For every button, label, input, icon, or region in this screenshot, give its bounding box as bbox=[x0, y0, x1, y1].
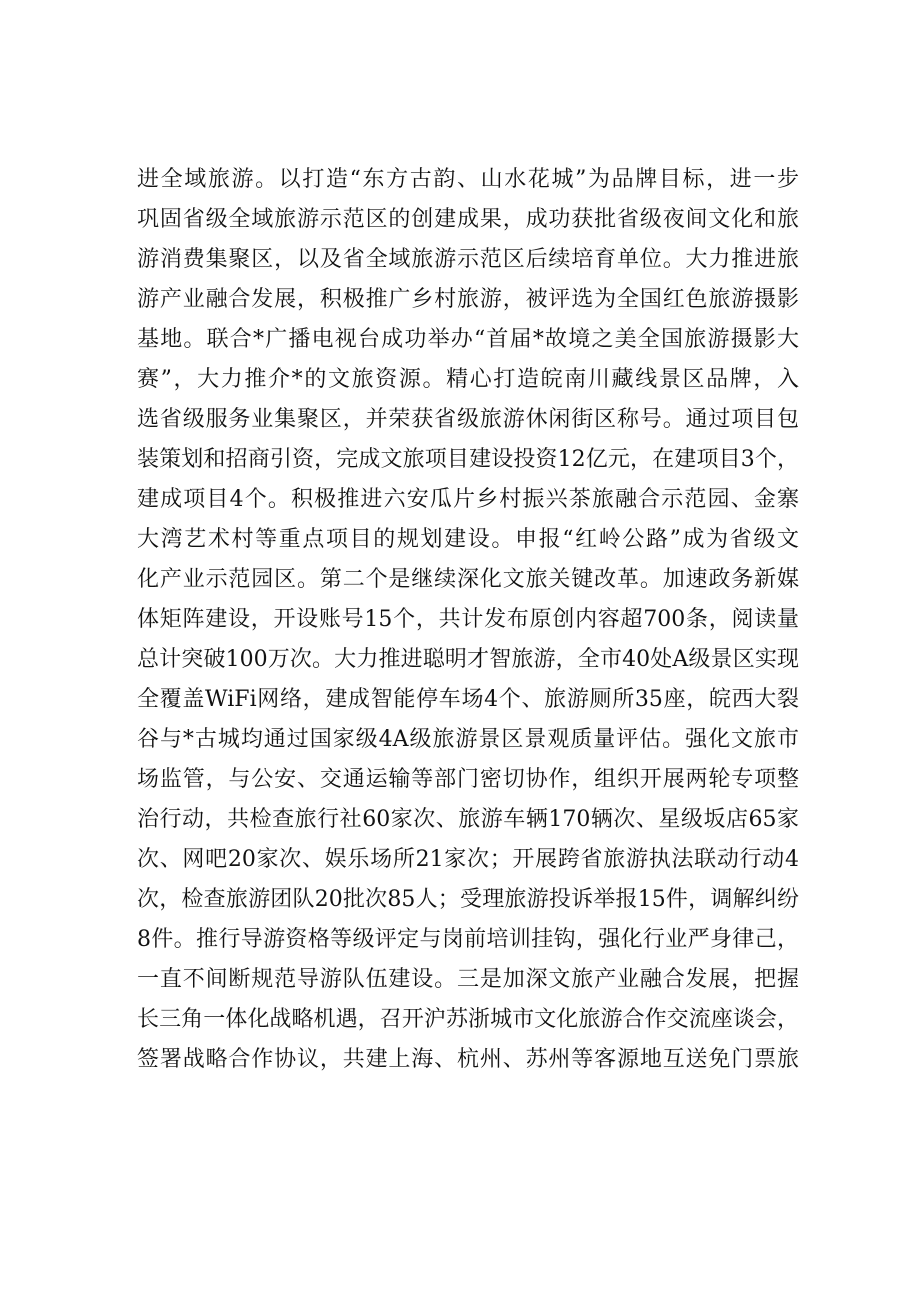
text-line: 次，检查旅游团队20批次85人；受理旅游投诉举报15件，调解纠纷 bbox=[137, 887, 799, 912]
text-line: 大湾艺术村等重点项目的规划建设。申报“红岭公路”成为省级文 bbox=[137, 527, 799, 552]
text-line: 治行动，共检查旅行社60家次、旅游车辆170辆次、星级坂店65家 bbox=[137, 807, 799, 832]
text-line: 游产业融合发展，积极推广乡村旅游，被评选为全国红色旅游摄影 bbox=[137, 287, 799, 312]
text-line: 签署战略合作协议，共建上海、杭州、苏州等客源地互送免门票旅 bbox=[137, 1047, 799, 1072]
text-line: 总计突破100万次。大力推进聪明才智旅游，全市40处A级景区实现 bbox=[137, 647, 799, 672]
text-line: 化产业示范园区。第二个是继续深化文旅关键改革。加速政务新媒 bbox=[137, 567, 799, 592]
text-line: 全覆盖WiFi网络，建成智能停车场4个、旅游厕所35座，皖西大裂 bbox=[137, 687, 799, 712]
text-line: 8件。推行导游资格等级评定与岗前培训挂钩，强化行业严身律己， bbox=[137, 927, 799, 952]
text-line: 基地。联合*广播电视台成功举办“首届*故境之美全国旅游摄影大 bbox=[137, 327, 799, 352]
text-line: 场监管，与公安、交通运输等部门密切协作，组织开展两轮专项整 bbox=[137, 767, 799, 792]
body-paragraph bbox=[137, 160, 799, 1080]
text-line: 体矩阵建设，开设账号15个，共计发布原创内容超700条，阅读量 bbox=[137, 607, 799, 632]
text-line: 次、网吧20家次、娱乐场所21家次；开展跨省旅游执法联动行动4 bbox=[137, 847, 799, 872]
text-line: 赛”，大力推介*的文旅资源。精心打造皖南川藏线景区品牌，入 bbox=[137, 367, 799, 392]
text-line: 游消费集聚区，以及省全域旅游示范区后续培育单位。大力推进旅 bbox=[137, 247, 799, 272]
text-line: 进全域旅游。以打造“东方古韵、山水花城”为品牌目标，进一步 bbox=[137, 167, 799, 192]
text-line: 谷与*古城均通过国家级4A级旅游景区景观质量评估。强化文旅市 bbox=[137, 727, 799, 752]
text-line: 长三角一体化战略机遇，召开沪苏浙城市文化旅游合作交流座谈会， bbox=[137, 1007, 799, 1032]
text-line: 装策划和招商引资，完成文旅项目建设投资12亿元，在建项目3个， bbox=[137, 447, 799, 472]
text-line: 建成项目4个。积极推进六安瓜片乡村振兴茶旅融合示范园、金寨 bbox=[137, 487, 799, 512]
text-line: 巩固省级全域旅游示范区的创建成果，成功获批省级夜间文化和旅 bbox=[137, 207, 799, 232]
text-line: 选省级服务业集聚区，并荣获省级旅游休闲街区称号。通过项目包 bbox=[137, 407, 799, 432]
text-line: 一直不间断规范导游队伍建设。三是加深文旅产业融合发展，把握 bbox=[137, 967, 799, 992]
